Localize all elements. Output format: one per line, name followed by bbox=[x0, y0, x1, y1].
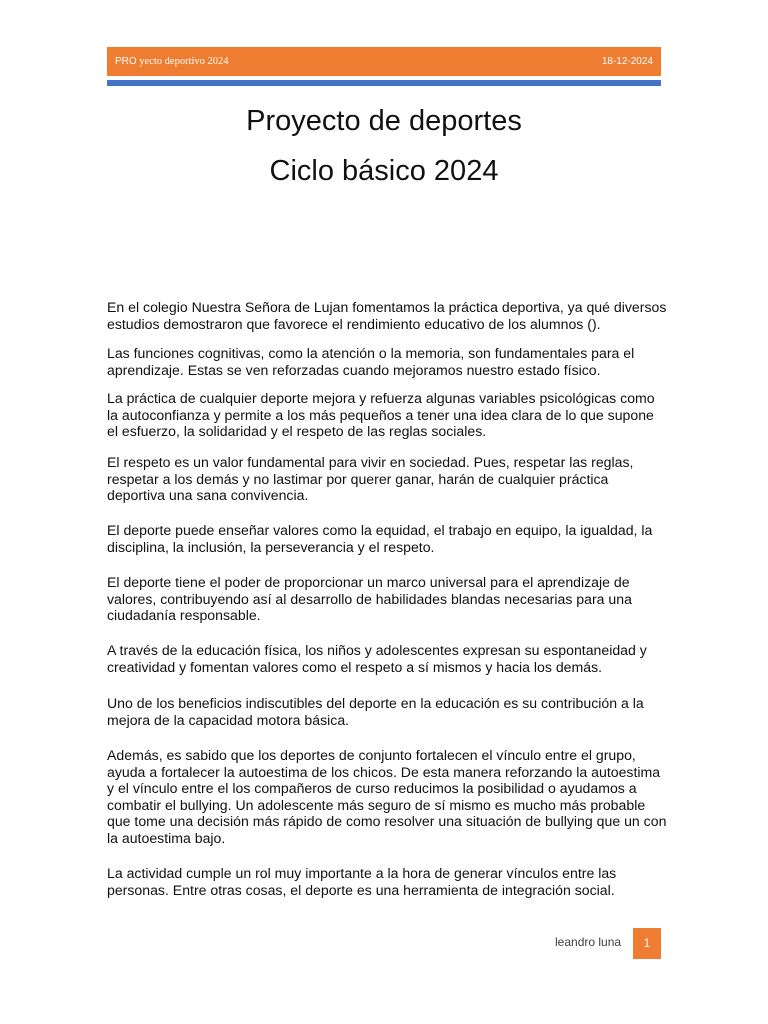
document-title-line-2: Ciclo básico 2024 bbox=[269, 155, 499, 187]
header-date: 18-12-2024 bbox=[601, 56, 653, 67]
header-divider bbox=[107, 80, 661, 86]
paragraph-5: El deporte puede enseñar valores como la equidad, el trabajo en equipo, la igualdad, la disciplina, la inclusión, la perseverancia y el respeto. bbox=[107, 522, 653, 555]
page-number: 1 bbox=[633, 928, 661, 959]
paragraph-9: Además, es sabido que los deportes de conjunto fortalecen el vínculo entre el grupo, ayuda a fortalecer la autoestima de los chicos. De esta manera reforzando la autoestima y el vínculo entre el los compañeros de curso reducimos la posibilidad o ayudamos a combatir el bullying. Un adolescente más seguro de sí mismo es mucho más probable que tome una decisión más rápido de como resolver una situación de bullying que un con la autoestima bajo. bbox=[107, 747, 667, 846]
paragraph-2: Las funciones cognitivas, como la atención o la memoria, son fundamentales para el aprendizaje. Estas se ven reforzadas cuando mejoramos nuestro estado físico. bbox=[107, 345, 635, 378]
paragraph-6: El deporte tiene el poder de proporcionar un marco universal para el aprendizaje de valores, contribuyendo así al desarrollo de habilidades blandas necesarias para una ciudadanía responsable. bbox=[107, 574, 632, 623]
footer-author: leandro luna bbox=[555, 935, 622, 949]
paragraph-10: La actividad cumple un rol muy importante a la hora de generar vínculos entre las personas. Entre otras cosas, el deporte es una herramienta de integración social. bbox=[107, 865, 617, 898]
paragraph-8: Uno de los beneficios indiscutibles del deporte en la educación es su contribución a la mejora de la capacidad motora básica. bbox=[107, 695, 644, 728]
header-title-rest: yecto deportivo 2024 bbox=[136, 56, 229, 67]
paragraph-1: En el colegio Nuestra Señora de Lujan fomentamos la práctica deportiva, ya qué diversos estudios demostraron que favorece el rendimiento educativo de los alumnos (). bbox=[107, 299, 667, 332]
paragraph-3: La práctica de cualquier deporte mejora y refuerza algunas variables psicológicas como la autoconfianza y permite a los más pequeños a tener una idea clara de lo que supone el esfuerzo, la solidaridad y el respeto de las reglas sociales. bbox=[107, 390, 655, 439]
document-title-line-1: Proyecto de deportes bbox=[246, 105, 522, 137]
header-title bbox=[115, 56, 229, 67]
paragraph-4: El respeto es un valor fundamental para vivir en sociedad. Pues, respetar las reglas, respetar a los demás y no lastimar por querer ganar, harán de cualquier práctica deportiva una sana convivencia. bbox=[107, 454, 634, 503]
paragraph-7: A través de la educación física, los niños y adolescentes expresan su espontaneidad y creatividad y fomentan valores como el respeto a sí mismos y hacia los demás. bbox=[107, 642, 647, 675]
header-title-prefix: PRO bbox=[115, 56, 137, 67]
page-header bbox=[107, 47, 661, 76]
